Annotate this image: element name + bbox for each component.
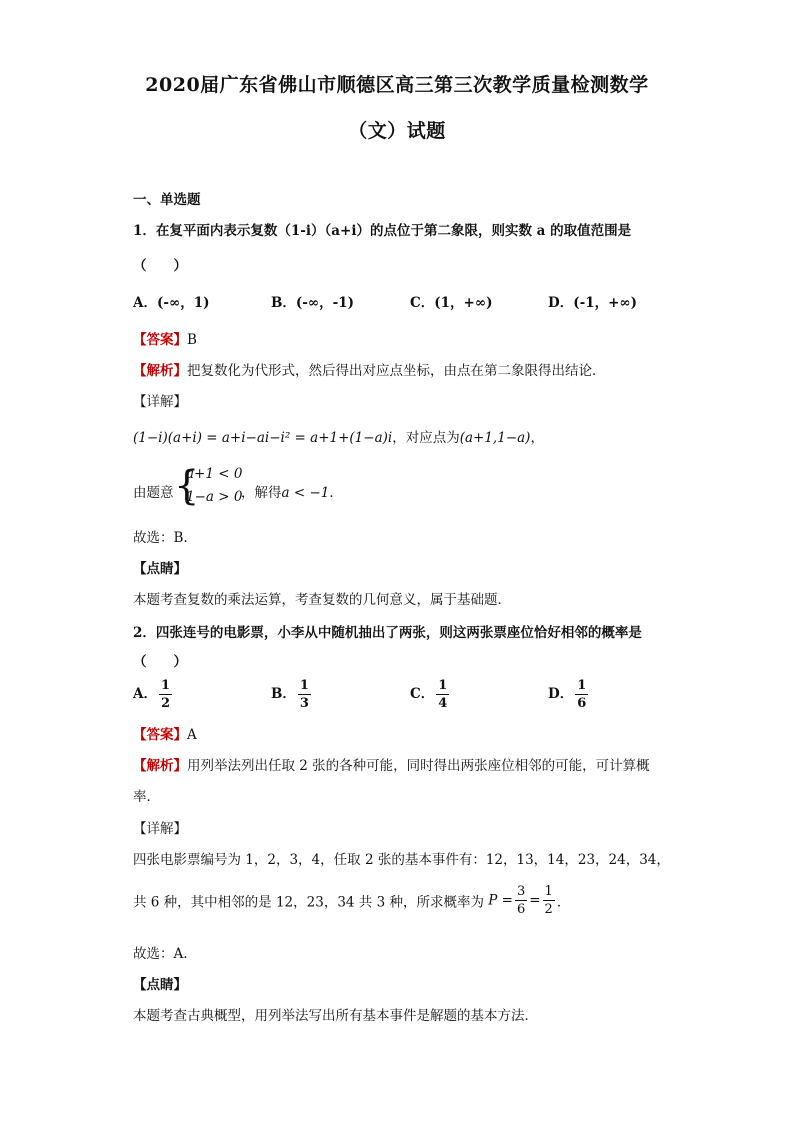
q1-analysis: 把复数化为代形式，然后得出对应点坐标，由点在第二象限得出结论． [187,363,606,379]
option-label: C． [410,686,435,702]
option-label: D． [548,686,574,702]
q1-detail-tag: 【详解】 [133,394,187,410]
q1-condition-prefix: 由题意 [133,485,174,501]
doc-title-line1: 2020届广东省佛山市顺德区高三第三次教学质量检测数学 [145,74,649,96]
q1-point: (a+1,1−a) [459,430,531,446]
q1-option-a: A．(-∞，1) [133,295,210,311]
q2-analysis-1: 用列举法列出任取 2 张的各种可能，同时得出两张座位相邻的可能，可计算概 [187,758,650,774]
option-label: A． [133,686,157,702]
q1-condition-result: a < −1 [281,485,330,501]
q1-comment-tag: 【点睛】 [133,561,187,577]
q1-answer: B [187,332,197,348]
q2-paren: （ ） [133,654,187,670]
q2-analysis-row [133,754,650,774]
answer-tag: 【答案】 [133,332,187,348]
q2-option-a [133,677,174,712]
option-fraction: $\frac{1}{4}$ [438,678,448,711]
q2-p-label: P = [488,892,513,909]
q2-option-d [548,677,590,712]
q1-expression-row [133,426,544,446]
q1-stem: 1．在复平面内表示复数（1-i）（a+i）的点位于第二象限，则实数 a 的取值范围是 [133,223,632,239]
q2-detail-2-row [133,883,570,918]
section-heading: 一、单选题 [133,192,201,208]
q1-condition-end: ． [329,485,343,501]
q2-option-c [410,677,451,712]
q2-stem: 2．四张连号的电影票，小李从中随机抽出了两张，则这两张票座位恰好相邻的概率是 [133,625,642,641]
q1-condition-2: 1−a > 0 [186,489,243,505]
option-fraction: $\frac{1}{6}$ [577,678,587,711]
q2-comment: 本题考查古典概型，用列举法写出所有基本事件是解题的基本方法． [133,1008,538,1024]
analysis-tag: 【解析】 [133,758,187,774]
q2-analysis-2: 率． [133,789,160,805]
option-label: B． [271,686,296,702]
q1-paren: （ ） [133,258,187,274]
analysis-tag: 【解析】 [133,363,187,379]
q1-point-tail: ， [530,430,544,446]
q1-option-c: C．(1，+∞) [410,295,493,311]
q1-choose: 故选：B. [133,530,188,546]
q2-fraction-2: $\frac{1}{2}$ [544,884,553,917]
left-brace-icon: { [174,463,200,509]
q2-answer-row [133,723,197,743]
q2-detail-tag: 【详解】 [133,821,187,837]
q1-analysis-row [133,359,606,379]
q2-choose: 故选：A. [133,946,188,962]
q1-answer-row [133,328,197,348]
answer-tag: 【答案】 [133,727,187,743]
q1-comment: 本题考查复数的乘法运算，考查复数的几何意义，属于基础题． [133,592,511,608]
q2-p-equals: = [529,892,541,909]
option-fraction: $\frac{1}{2}$ [160,678,171,711]
q1-expression: (1−i)(a+i) = a+i−ai−i² = a+1+(1−a)i [133,430,393,446]
q2-answer: A [187,727,197,743]
q1-option-d: D．(-1，+∞) [548,295,638,311]
q1-expression-tail: ，对应点为 [392,430,460,446]
q2-detail-2: 共 6 种，其中相邻的是 12，23，34 共 3 种，所求概率为 [133,894,484,911]
q1-condition-1: a+1 < 0 [186,466,243,482]
q1-condition-tail: ，解得 [241,485,282,501]
q2-fraction-1: $\frac{3}{6}$ [516,884,526,917]
q2-comment-tag: 【点睛】 [133,977,187,993]
q1-condition-result-row [241,481,343,501]
q2-p-end: ． [556,894,571,911]
option-fraction: $\frac{1}{3}$ [299,678,309,711]
q2-detail-1: 四张电影票编号为 1，2，3，4，任取 2 张的基本事件有：12，13，14，23，24，34， [133,852,670,868]
q1-option-b: B．(-∞，-1) [271,295,355,311]
doc-title-line2: （文）试题 [348,120,446,142]
q2-option-b [271,677,313,712]
